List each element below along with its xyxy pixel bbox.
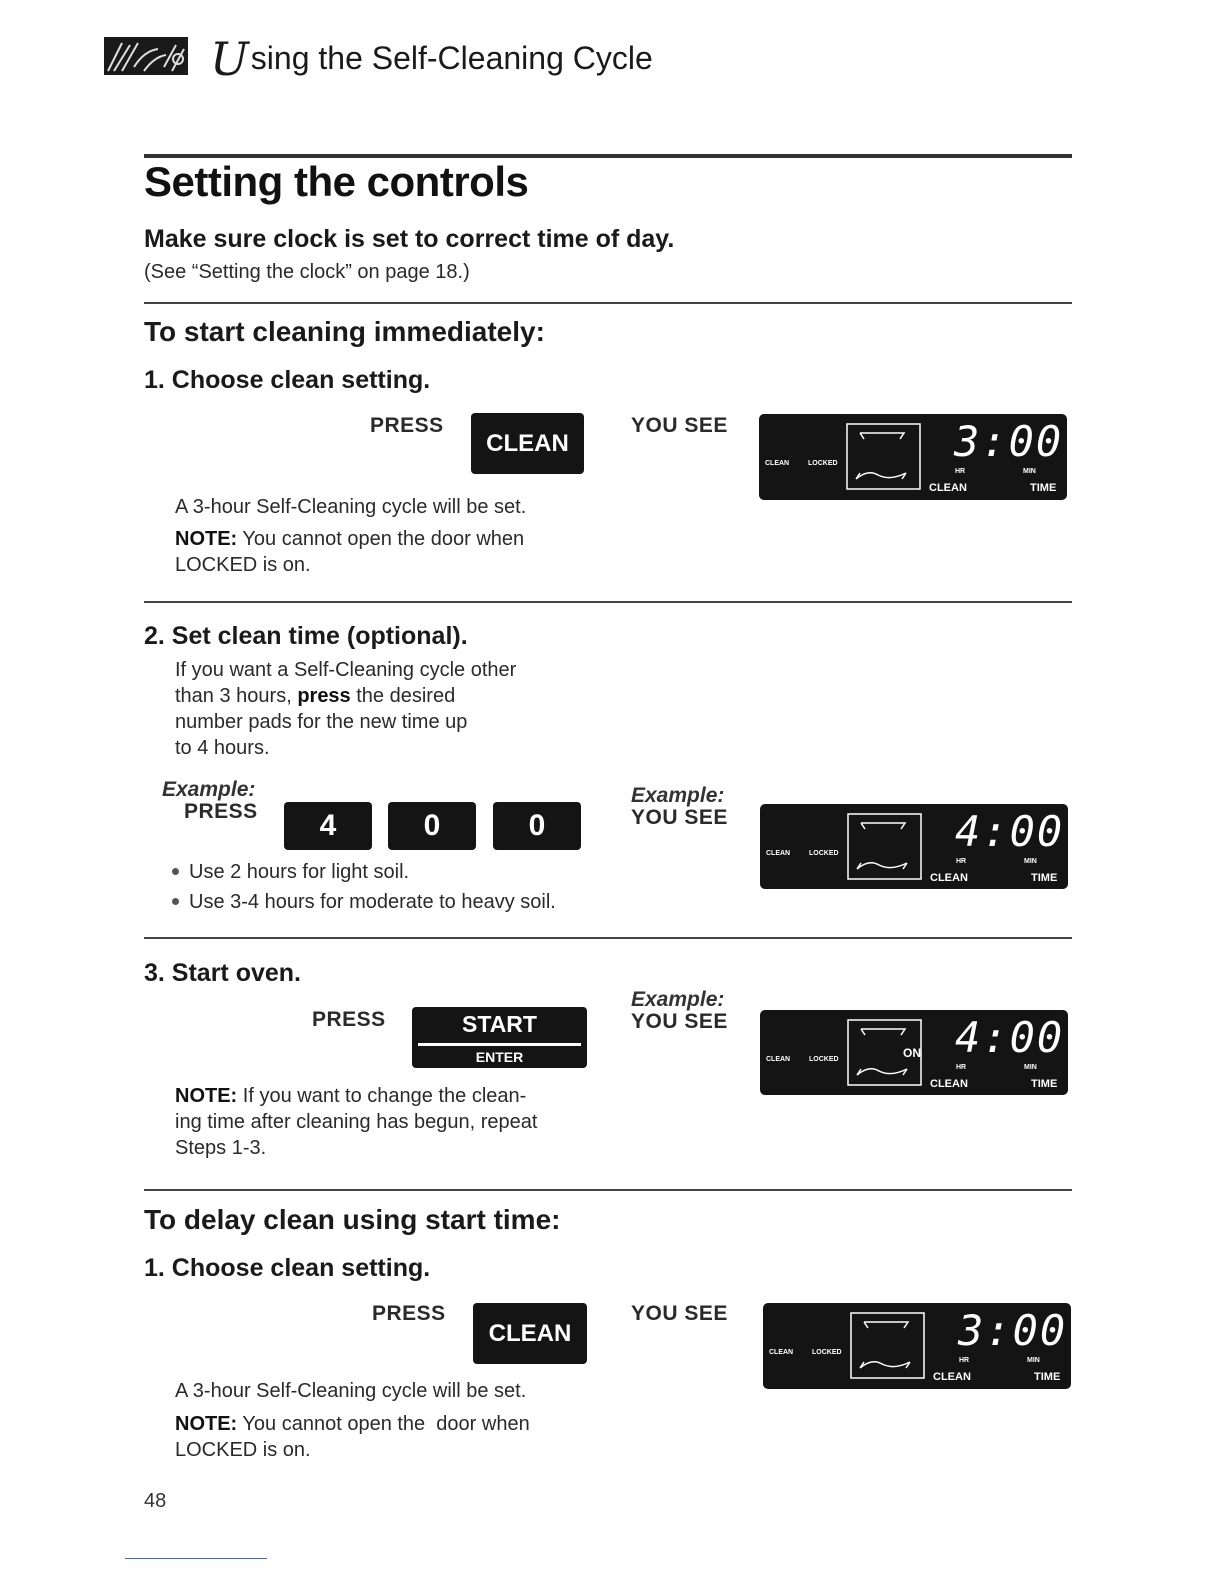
display-time: 4:00	[955, 1013, 1065, 1062]
press-label: PRESS	[372, 1302, 446, 1325]
text-line: If you want a Self-Cleaning cycle other	[175, 659, 517, 681]
display-locked-indicator: LOCKED	[809, 1056, 839, 1063]
header-title: sing the Self-Cleaning Cycle	[250, 40, 653, 76]
divider	[144, 302, 1072, 304]
display-min-label: MIN	[1023, 468, 1036, 475]
oven-display	[760, 1010, 1068, 1095]
note-text: You cannot open the door when	[237, 528, 525, 550]
oven-display	[763, 1303, 1071, 1389]
step-title: 2. Set clean time (optional).	[144, 622, 468, 650]
clock-note: (See “Setting the clock” on page 18.)	[144, 261, 470, 283]
list-item	[172, 859, 556, 885]
list-item	[172, 889, 556, 915]
divider	[144, 601, 1072, 603]
you-see-label: YOU SEE	[631, 1010, 728, 1033]
display-locked-indicator: LOCKED	[809, 850, 839, 857]
note-text: If you want to change the clean-	[237, 1085, 527, 1107]
clean-button[interactable]: CLEAN	[471, 413, 584, 474]
header-initial: U	[210, 32, 249, 86]
display-time: 3:00	[954, 417, 1064, 466]
oven-cavity-icon	[847, 813, 922, 880]
display-min-label: MIN	[1024, 858, 1037, 865]
immediate-heading: To start cleaning immediately:	[144, 316, 545, 347]
step-text: A 3-hour Self-Cleaning cycle will be set.	[175, 1380, 527, 1402]
divider	[144, 937, 1072, 939]
text-bold: press	[297, 685, 351, 707]
number-pad-0[interactable]: 0	[493, 802, 581, 850]
bullet-text: Use 3-4 hours for moderate to heavy soil.	[189, 891, 556, 913]
number-pad-0[interactable]: 0	[388, 802, 476, 850]
oven-display	[760, 804, 1068, 889]
note	[175, 1083, 537, 1161]
note	[175, 1411, 530, 1463]
display-min-label: MIN	[1027, 1357, 1040, 1364]
step-title: 1. Choose clean setting.	[144, 366, 431, 394]
press-label: PRESS	[184, 800, 258, 823]
display-clean-label: CLEAN	[933, 1371, 971, 1383]
note-text: LOCKED is on.	[175, 554, 311, 576]
bullet-text: Use 2 hours for light soil.	[189, 861, 410, 883]
note-text: LOCKED is on.	[175, 1439, 311, 1461]
display-time-label: TIME	[1030, 482, 1057, 494]
text-line: to 4 hours.	[175, 737, 270, 759]
example-label: Example:	[631, 988, 725, 1011]
display-time-label: TIME	[1031, 1078, 1058, 1090]
note-text: Steps 1-3.	[175, 1137, 267, 1159]
footer-line	[125, 1558, 267, 1559]
note	[175, 526, 524, 578]
page-number: 48	[144, 1490, 167, 1512]
bullet-icon	[172, 898, 179, 905]
display-locked-indicator: LOCKED	[808, 460, 838, 467]
page-title: Setting the controls	[144, 158, 529, 205]
note-label: NOTE:	[175, 528, 238, 550]
display-clean-label: CLEAN	[930, 872, 968, 884]
text-line: number pads for the new time up	[175, 711, 468, 733]
display-clean-indicator: CLEAN	[766, 850, 791, 857]
text-line: the desired	[350, 685, 456, 707]
display-clean-label: CLEAN	[930, 1078, 968, 1090]
enter-label: ENTER	[475, 1049, 524, 1065]
press-label: PRESS	[370, 414, 444, 437]
divider	[144, 1189, 1072, 1191]
display-time: 3:00	[958, 1306, 1068, 1355]
display-hr-label: HR	[955, 468, 966, 475]
note-label: NOTE:	[175, 1413, 238, 1435]
display-hr-label: HR	[959, 1357, 970, 1364]
step-title: 3. Start oven.	[144, 959, 301, 987]
example-label: Example:	[631, 784, 725, 807]
display-clean-indicator: CLEAN	[766, 1056, 791, 1063]
note-text: ing time after cleaning has begun, repeat	[175, 1111, 538, 1133]
text-line: than 3 hours,	[175, 685, 298, 707]
start-label: START	[462, 1011, 537, 1037]
bullet-list	[172, 859, 556, 915]
press-label: PRESS	[312, 1008, 386, 1031]
display-time-label: TIME	[1034, 1371, 1061, 1383]
number-pad-4[interactable]: 4	[284, 802, 372, 850]
you-see-label: YOU SEE	[631, 414, 728, 437]
display-clean-indicator: CLEAN	[769, 1349, 794, 1356]
oven-cavity-icon	[850, 1312, 925, 1379]
display-hr-label: HR	[956, 858, 967, 865]
bullet-icon	[172, 868, 179, 875]
delay-heading: To delay clean using start time:	[144, 1204, 561, 1235]
example-label: Example:	[162, 778, 256, 801]
oven-cavity-icon	[846, 423, 921, 490]
step-title: 1. Choose clean setting.	[144, 1254, 431, 1282]
note-label: NOTE:	[175, 1085, 238, 1107]
note-text: You cannot open the door when	[237, 1413, 530, 1435]
display-on-indicator: ON	[903, 1046, 921, 1060]
oven-display	[759, 414, 1067, 500]
display-hr-label: HR	[956, 1064, 967, 1071]
button-divider	[418, 1043, 581, 1046]
display-min-label: MIN	[1024, 1064, 1037, 1071]
you-see-label: YOU SEE	[631, 1302, 728, 1325]
step-text: A 3-hour Self-Cleaning cycle will be set.	[175, 496, 527, 518]
step-text	[175, 657, 516, 761]
display-locked-indicator: LOCKED	[812, 1349, 842, 1356]
clean-button[interactable]: CLEAN	[473, 1303, 587, 1364]
display-clean-indicator: CLEAN	[765, 460, 790, 467]
display-time: 4:00	[955, 807, 1065, 856]
display-clean-label: CLEAN	[929, 482, 967, 494]
display-time-label: TIME	[1031, 872, 1058, 884]
section-header	[210, 32, 653, 86]
clock-heading: Make sure clock is set to correct time of day.	[144, 225, 675, 253]
you-see-label: YOU SEE	[631, 806, 728, 829]
oven-logo-icon	[104, 37, 188, 75]
start-enter-button[interactable]	[412, 1007, 587, 1068]
